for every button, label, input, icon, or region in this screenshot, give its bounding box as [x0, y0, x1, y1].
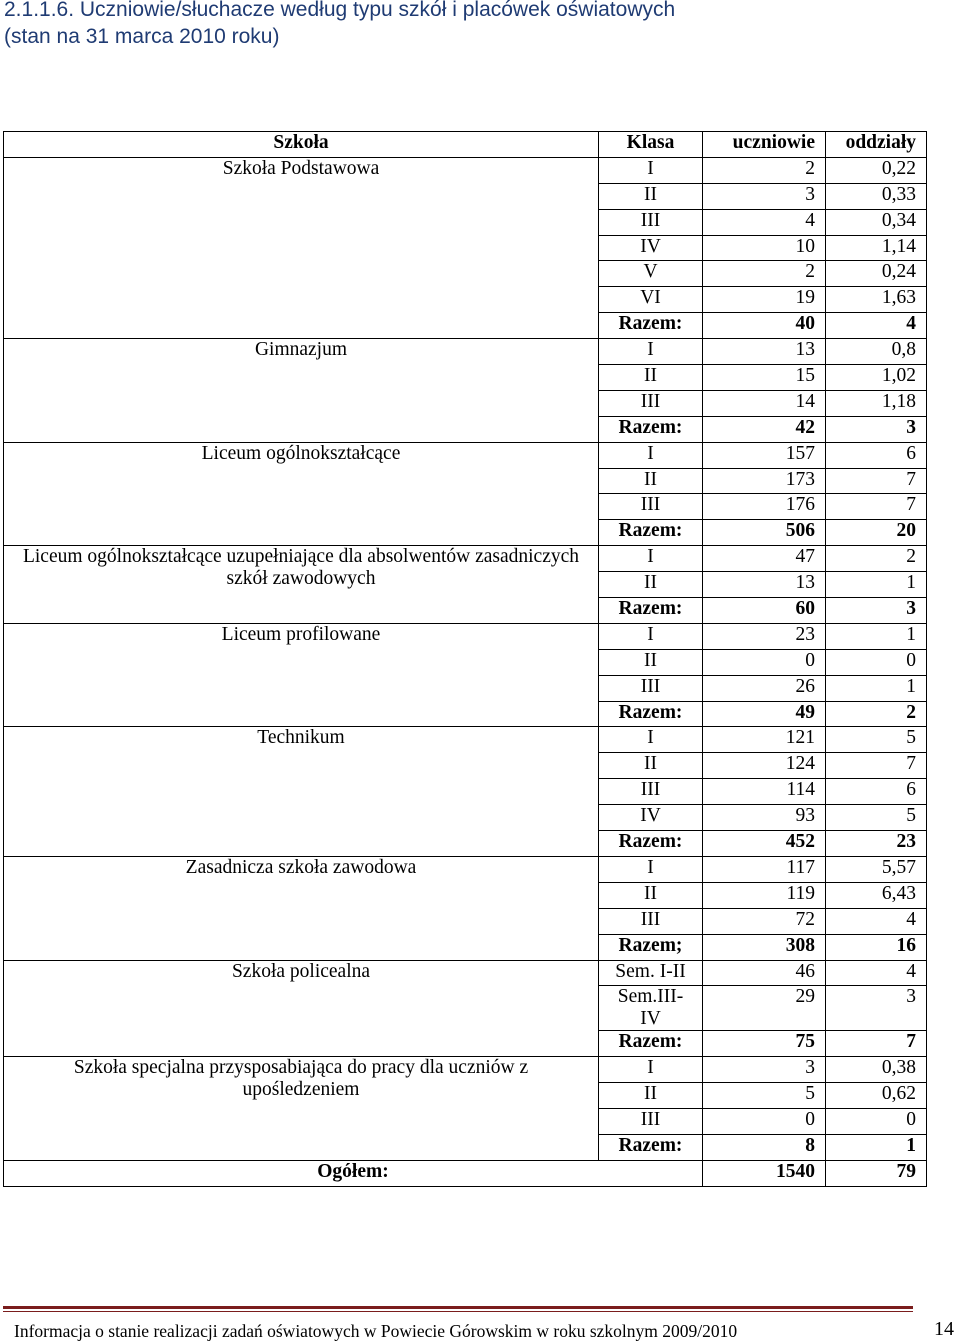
- class-cell: I: [599, 1057, 703, 1083]
- students-cell: 308: [703, 934, 826, 960]
- school-name-cell: Gimnazjum: [4, 339, 599, 443]
- school-name-cell: Liceum ogólnokształcące uzupełniające dla absolwentów zasadniczych szkół zawodowych: [4, 546, 599, 624]
- class-cell: Razem;: [599, 934, 703, 960]
- school-name-cell: Szkoła Podstawowa: [4, 157, 599, 338]
- class-cell: III: [599, 675, 703, 701]
- class-cell: Sem.III-IV: [599, 986, 703, 1031]
- class-cell: Razem:: [599, 1134, 703, 1160]
- divisions-cell: 0,8: [826, 339, 927, 365]
- school-name-cell: Szkoła specjalna przysposabiająca do pracy dla uczniów z upośledzeniem: [4, 1057, 599, 1161]
- students-cell: 14: [703, 390, 826, 416]
- school-name-cell: Liceum profilowane: [4, 623, 599, 727]
- class-cell: VI: [599, 287, 703, 313]
- table-row: [4, 339, 927, 365]
- students-cell: 114: [703, 779, 826, 805]
- students-cell: 3: [703, 1057, 826, 1083]
- class-cell: II: [599, 882, 703, 908]
- divisions-cell: 2: [826, 701, 927, 727]
- class-cell: V: [599, 261, 703, 287]
- divisions-cell: 0,24: [826, 261, 927, 287]
- divisions-cell: 1: [826, 675, 927, 701]
- divisions-cell: 5,57: [826, 856, 927, 882]
- footer-rule-thin: [3, 1311, 913, 1312]
- divisions-cell: 1: [826, 623, 927, 649]
- divisions-cell: 1,02: [826, 365, 927, 391]
- class-cell: II: [599, 183, 703, 209]
- students-cell: 75: [703, 1031, 826, 1057]
- divisions-cell: 0,33: [826, 183, 927, 209]
- page-number: 14: [934, 1318, 954, 1340]
- class-cell: II: [599, 468, 703, 494]
- students-cell: 124: [703, 753, 826, 779]
- students-cell: 119: [703, 882, 826, 908]
- students-cell: 29: [703, 986, 826, 1031]
- table-row: [4, 1057, 927, 1083]
- divisions-cell: 6: [826, 442, 927, 468]
- footer-text: Informacja o stanie realizacji zadań oświatowych w Powiecie Górowskim w roku szkolnym 2009/2010: [14, 1321, 738, 1341]
- class-cell: III: [599, 908, 703, 934]
- divisions-cell: 0,34: [826, 209, 927, 235]
- students-cell: 13: [703, 572, 826, 598]
- divisions-cell: 7: [826, 1031, 927, 1057]
- class-cell: III: [599, 390, 703, 416]
- students-cell: 49: [703, 701, 826, 727]
- header-row: [4, 132, 927, 158]
- school-name-cell: Liceum ogólnokształcące: [4, 442, 599, 546]
- table-row: [4, 157, 927, 183]
- class-cell: I: [599, 442, 703, 468]
- divisions-cell: 0,22: [826, 157, 927, 183]
- students-cell: 0: [703, 649, 826, 675]
- class-cell: IV: [599, 235, 703, 261]
- class-cell: I: [599, 727, 703, 753]
- divisions-cell: 7: [826, 753, 927, 779]
- divisions-cell: 2: [826, 546, 927, 572]
- students-cell: 117: [703, 856, 826, 882]
- divisions-cell: 23: [826, 831, 927, 857]
- class-cell: Razem:: [599, 520, 703, 546]
- school-name-cell: Zasadnicza szkoła zawodowa: [4, 856, 599, 960]
- students-cell: 2: [703, 157, 826, 183]
- divisions-cell: 0: [826, 1109, 927, 1135]
- students-cell: 506: [703, 520, 826, 546]
- table-row: [4, 442, 927, 468]
- table-row: [4, 960, 927, 986]
- students-cell: 157: [703, 442, 826, 468]
- header-school: Szkoła: [4, 132, 599, 158]
- header-students: uczniowie: [703, 132, 826, 158]
- students-cell: 10: [703, 235, 826, 261]
- class-cell: I: [599, 339, 703, 365]
- divisions-cell: 7: [826, 468, 927, 494]
- section-heading: [4, 0, 675, 50]
- students-cell: 3: [703, 183, 826, 209]
- class-cell: Razem:: [599, 598, 703, 624]
- table-total-row: [4, 1160, 927, 1186]
- class-cell: II: [599, 1083, 703, 1109]
- class-cell: III: [599, 1109, 703, 1135]
- divisions-cell: 1: [826, 1134, 927, 1160]
- students-cell: 173: [703, 468, 826, 494]
- divisions-cell: 0,38: [826, 1057, 927, 1083]
- students-cell: 93: [703, 805, 826, 831]
- class-cell: Razem:: [599, 831, 703, 857]
- students-cell: 23: [703, 623, 826, 649]
- class-cell: II: [599, 365, 703, 391]
- header-divisions: oddziały: [826, 132, 927, 158]
- school-name-cell: Szkoła policealna: [4, 960, 599, 1057]
- students-cell: 176: [703, 494, 826, 520]
- divisions-cell: 1: [826, 572, 927, 598]
- students-cell: 121: [703, 727, 826, 753]
- header-class: Klasa: [599, 132, 703, 158]
- class-cell: III: [599, 494, 703, 520]
- students-cell: 8: [703, 1134, 826, 1160]
- students-cell: 47: [703, 546, 826, 572]
- class-cell: III: [599, 209, 703, 235]
- divisions-cell: 1,14: [826, 235, 927, 261]
- students-cell: 46: [703, 960, 826, 986]
- class-cell: Sem. I-II: [599, 960, 703, 986]
- table-row: [4, 856, 927, 882]
- class-cell: III: [599, 779, 703, 805]
- divisions-cell: 16: [826, 934, 927, 960]
- students-cell: 42: [703, 416, 826, 442]
- footer-rule: [3, 1306, 913, 1309]
- divisions-cell: 5: [826, 805, 927, 831]
- class-cell: II: [599, 753, 703, 779]
- divisions-cell: 4: [826, 960, 927, 986]
- divisions-cell: 4: [826, 908, 927, 934]
- table-row: [4, 727, 927, 753]
- students-cell: 40: [703, 313, 826, 339]
- class-cell: Razem:: [599, 1031, 703, 1057]
- divisions-cell: 5: [826, 727, 927, 753]
- students-cell: 60: [703, 598, 826, 624]
- divisions-cell: 20: [826, 520, 927, 546]
- divisions-cell: 0: [826, 649, 927, 675]
- class-cell: I: [599, 546, 703, 572]
- students-cell: 4: [703, 209, 826, 235]
- divisions-cell: 6: [826, 779, 927, 805]
- students-cell: 13: [703, 339, 826, 365]
- divisions-cell: 6,43: [826, 882, 927, 908]
- divisions-cell: 1,63: [826, 287, 927, 313]
- divisions-cell: 1,18: [826, 390, 927, 416]
- divisions-cell: 3: [826, 986, 927, 1031]
- table-body: [4, 157, 927, 1186]
- students-cell: 19: [703, 287, 826, 313]
- divisions-cell: 3: [826, 416, 927, 442]
- students-table: [3, 131, 927, 1187]
- heading-line-1: 2.1.1.6. Uczniowie/słuchacze według typu szkół i placówek oświatowych: [4, 0, 676, 21]
- students-cell: 452: [703, 831, 826, 857]
- class-cell: II: [599, 649, 703, 675]
- students-cell: 2: [703, 261, 826, 287]
- class-cell: Razem:: [599, 313, 703, 339]
- class-cell: I: [599, 157, 703, 183]
- heading-line-2: (stan na 31 marca 2010 roku): [4, 25, 280, 48]
- class-cell: Razem:: [599, 701, 703, 727]
- students-cell: 26: [703, 675, 826, 701]
- students-cell: 72: [703, 908, 826, 934]
- students-cell: 15: [703, 365, 826, 391]
- divisions-cell: 7: [826, 494, 927, 520]
- divisions-cell: 3: [826, 598, 927, 624]
- class-cell: Razem:: [599, 416, 703, 442]
- students-cell: 0: [703, 1109, 826, 1135]
- school-name-cell: Technikum: [4, 727, 599, 856]
- divisions-cell: 4: [826, 313, 927, 339]
- total-label-cell: Ogółem:: [4, 1160, 703, 1186]
- class-cell: I: [599, 623, 703, 649]
- students-cell: 5: [703, 1083, 826, 1109]
- total-divisions-cell: 79: [826, 1160, 927, 1186]
- class-cell: II: [599, 572, 703, 598]
- total-students-cell: 1540: [703, 1160, 826, 1186]
- divisions-cell: 0,62: [826, 1083, 927, 1109]
- class-cell: IV: [599, 805, 703, 831]
- table-row: [4, 623, 927, 649]
- table-row: [4, 546, 927, 572]
- class-cell: I: [599, 856, 703, 882]
